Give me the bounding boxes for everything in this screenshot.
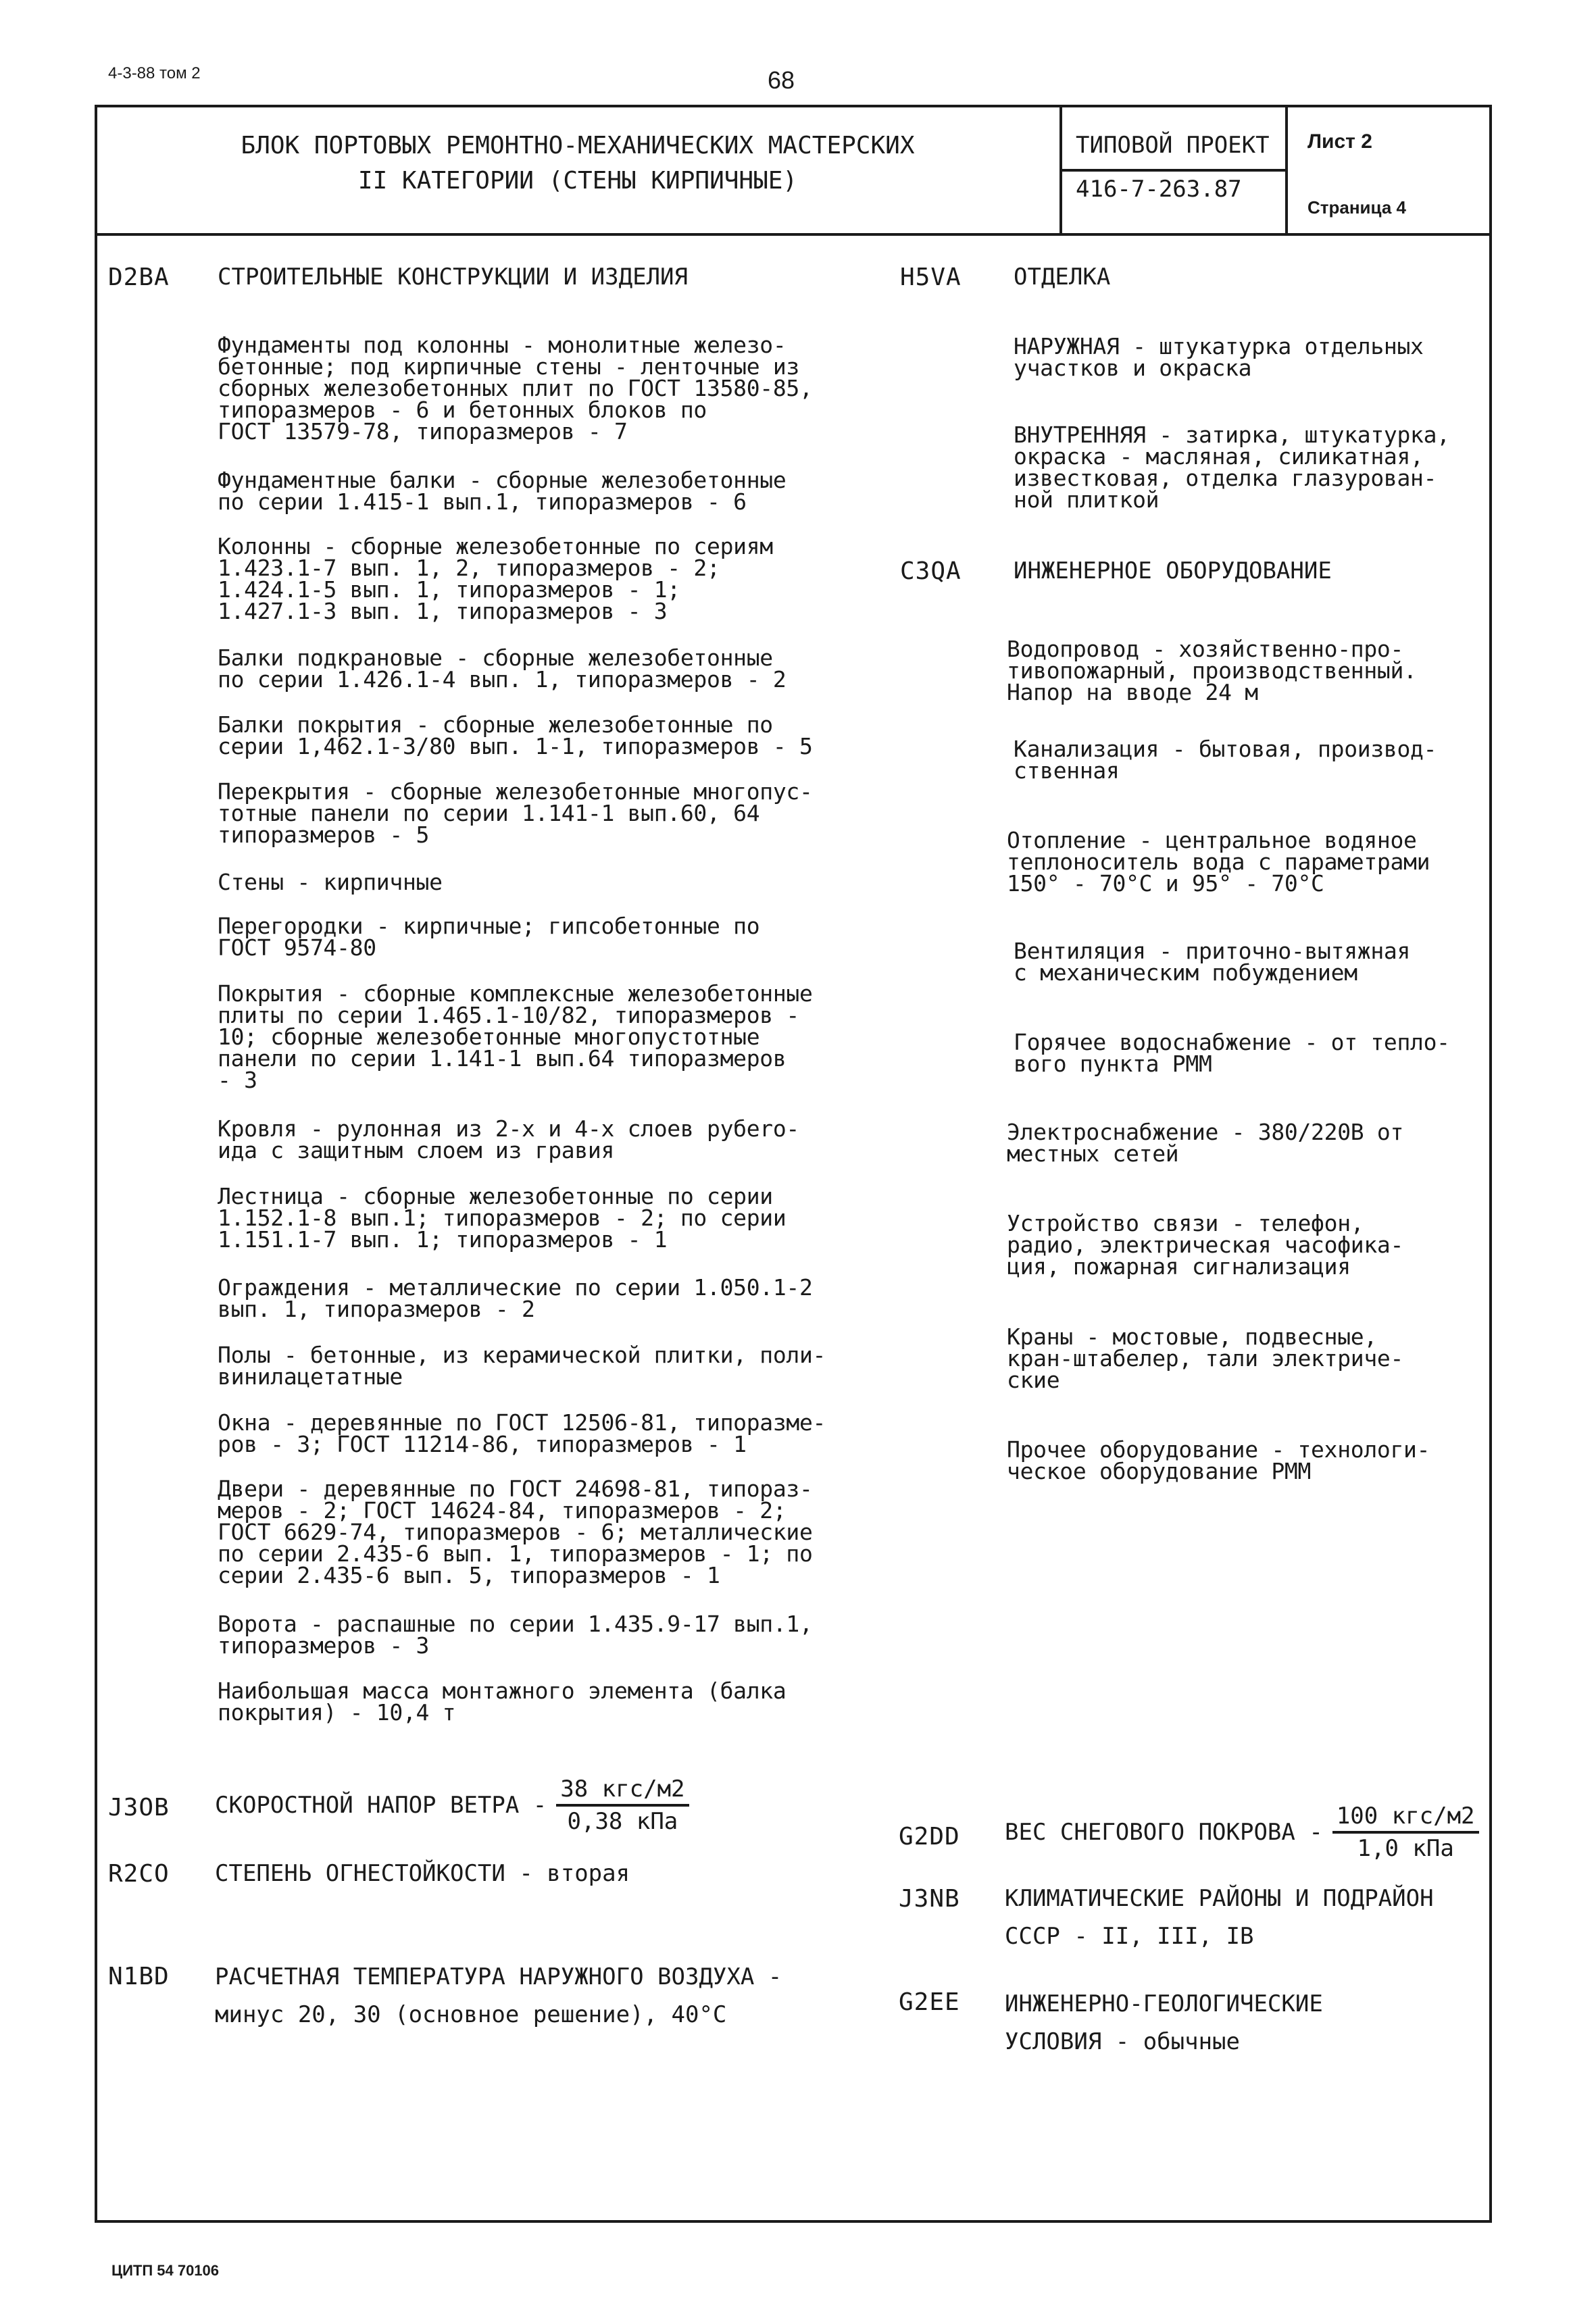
snow-code: G2DD — [899, 1823, 960, 1851]
finishing-heading: ОТДЕЛКА — [1014, 263, 1111, 291]
wind-fraction — [556, 1776, 689, 1835]
paragraph-sewerage: Канализация - бытовая, производ- ственная — [1014, 736, 1437, 784]
paragraph-floors: Перекрытия - сборные железобетонные многопус- тотные панели по серии 1.141-1 вып.60, 64 типоразмеров - 5 — [218, 778, 813, 848]
wind-numerator: 38 кгс/м2 — [556, 1776, 689, 1807]
wind-load — [215, 1776, 689, 1835]
snow-numerator: 100 кгс/м2 — [1332, 1803, 1479, 1834]
design-temperature: РАСЧЕТНАЯ ТЕМПЕРАТУРА НАРУЖНОГО ВОЗДУХА - минус 20, 30 (основное решение), 40°С — [215, 1963, 782, 2028]
project-label: ТИПОВОЙ ПРОЕКТ — [1076, 132, 1270, 159]
fire-resistance: СТЕПЕНЬ ОГНЕСТОЙКОСТИ - вторая — [215, 1860, 630, 1887]
paragraph-columns: Колонны - сборные железобетонные по сериям 1.423.1-7 вып. 1, 2, типоразмеров - 2; 1.424.1-5 вып. 1, типоразмеров - 1; 1.427.1-3 вып. 1, типоразмеров - 3 — [218, 533, 773, 624]
snow-load — [1005, 1803, 1479, 1862]
paragraph-partitions: Перегородки - кирпичные; гипсобетонные по ГОСТ 9574-80 — [218, 913, 760, 961]
section-code: D2BA — [108, 263, 170, 291]
paragraph-interior-finish: ВНУТРЕННЯЯ - затирка, штукатурка, окраска - масляная, силикатная, известковая, отделка глазурован- ной плиткой — [1014, 422, 1450, 513]
sheet-label: Лист 2 — [1307, 130, 1372, 153]
paragraph-hot-water: Горячее водоснабжение - от тепло- вого пункта РММ — [1014, 1029, 1450, 1077]
paragraph-ventilation: Вентиляция - приточно-вытяжная с механическим побуждением — [1014, 938, 1411, 986]
page-label: Страница 4 — [1307, 197, 1406, 218]
paragraph-cranes: Краны - мостовые, подвесные, кран-штабелер, тали электриче- ские — [1007, 1324, 1404, 1393]
project-number: 416-7-263.87 — [1076, 176, 1242, 203]
wind-denominator: 0,38 кПа — [567, 1808, 678, 1835]
fire-code: R2CO — [108, 1860, 170, 1888]
paragraph-roof-beams: Балки покрытия - сборные железобетонные по серии 1,462.1-3/80 вып. 1-1, типоразмеров - 5 — [218, 711, 813, 759]
paragraph-roof-cover: Кровля - рулонная из 2-х и 4-х слоев рубero- ида с защитным слоем из гравия — [218, 1115, 799, 1163]
geology-conditions: ИНЖЕНЕРНО-ГЕОЛОГИЧЕСКИЕ УСЛОВИЯ - обычные — [1005, 1990, 1323, 2055]
paragraph-max-mass: Наибольшая масса монтажного элемента (балка покрытия) - 10,4 т — [218, 1678, 787, 1726]
engineering-heading: ИНЖЕНЕРНОЕ ОБОРУДОВАНИЕ — [1014, 557, 1332, 584]
paragraph-communications: Устройство связи - телефон, радио, электрическая часофика- ция, пожарная сигнализация — [1007, 1210, 1404, 1280]
document-corner-label: 4-3-88 том 2 — [108, 64, 201, 82]
climate-code: J3NB — [899, 1885, 960, 1913]
snow-label: ВЕС СНЕГОВОГО ПОКРОВА - — [1005, 1819, 1323, 1846]
project-box-divider — [1059, 169, 1287, 172]
geology-code: G2EE — [899, 1988, 960, 2016]
paragraph-water-supply: Водопровод - хозяйственно-про- тивопожарный, производственный. Напор на вводе 24 м — [1007, 636, 1417, 705]
paragraph-fencing: Ограждения - металлические по серии 1.050.1-2 вып. 1, типоразмеров - 2 — [218, 1274, 813, 1322]
page-number: 68 — [768, 66, 795, 94]
paragraph-foundation-beams: Фундаментные балки - сборные железобетонные по серии 1.415-1 вып.1, типоразмеров - 6 — [218, 467, 787, 515]
snow-denominator: 1,0 кПа — [1357, 1835, 1454, 1862]
wind-label: СКОРОСТНОЙ НАПОР ВЕТРА - — [215, 1792, 547, 1819]
paragraph-roofing: Покрытия - сборные комплексные железобетонные плиты по серии 1.465.1-10/82, типоразмеров - 10; сборные железобетонные многопустотные панели по серии 1.141-1 вып.64 типоразмеров - 3 — [218, 980, 813, 1093]
climate-regions: КЛИМАТИЧЕСКИЕ РАЙОНЫ И ПОДРАЙОН СССР - II, III, IB — [1005, 1885, 1434, 1950]
paragraph-other-equipment: Прочее оборудование - технологи- ческое оборудование РММ — [1007, 1436, 1430, 1484]
document-title: БЛОК ПОРТОВЫХ РЕМОНТНО-МЕХАНИЧЕСКИХ МАСТЕРСКИХ II КАТЕГОРИИ (СТЕНЫ КИРПИЧНЫЕ) — [241, 132, 915, 195]
paragraph-heating: Отопление - центральное водяное теплоноситель вода с параметрами 150° - 70°С и 95° - 70°С — [1007, 827, 1430, 897]
paragraph-electricity: Электроснабжение - 380/220В от местных сетей — [1007, 1119, 1404, 1167]
paragraph-exterior-finish: НАРУЖНАЯ - штукатурка отдельных участков и окраска — [1014, 333, 1424, 381]
paragraph-walls: Стены - кирпичные — [218, 869, 443, 895]
paragraph-windows: Окна - деревянные по ГОСТ 12506-81, типоразме- ров - 3; ГОСТ 11214-86, типоразмеров - 1 — [218, 1409, 826, 1457]
paragraph-crane-beams: Балки подкрановые - сборные железобетонные по серии 1.426.1-4 вып. 1, типоразмеров - 2 — [218, 645, 787, 693]
paragraph-foundations: Фундаменты под колонны - монолитные железо- бетонные; под кирпичные стены - ленточные из сборных железобетонных плит по ГОСТ 13580-85, типоразмеров - 6 и бетонных блоков по ГОСТ 13579-78, типоразмеров - 7 — [218, 332, 813, 445]
engineering-code: C3QA — [900, 557, 962, 585]
header-divider — [95, 233, 1492, 236]
snow-fraction — [1332, 1803, 1479, 1862]
paragraph-stairs: Лестница - сборные железобетонные по серии 1.152.1-8 вып.1; типоразмеров - 2; по серии 1.151.1-7 вып. 1; типоразмеров - 1 — [218, 1183, 787, 1253]
finishing-code: H5VA — [900, 263, 962, 291]
paragraph-gates: Ворота - распашные по серии 1.435.9-17 вып.1, типоразмеров - 3 — [218, 1611, 813, 1659]
temperature-code: N1BD — [108, 1963, 170, 1990]
wind-code: J3OB — [108, 1794, 170, 1821]
section-heading: СТРОИТЕЛЬНЫЕ КОНСТРУКЦИИ И ИЗДЕЛИЯ — [218, 263, 688, 291]
footer-stamp: ЦИТП 54 70106 — [111, 2262, 220, 2279]
paragraph-doors: Двери - деревянные по ГОСТ 24698-81, типораз- меров - 2; ГОСТ 14624-84, типоразмеров - 2; ГОСТ 6629-74, типоразмеров - 6; металлические по серии 2.435-6 вып. 1, типоразмеров - 1; по серии 2.435-6 вып. 5, типоразмеров - 1 — [218, 1476, 813, 1588]
paragraph-floor-finish: Полы - бетонные, из керамической плитки, поли- винилацетатные — [218, 1342, 826, 1390]
